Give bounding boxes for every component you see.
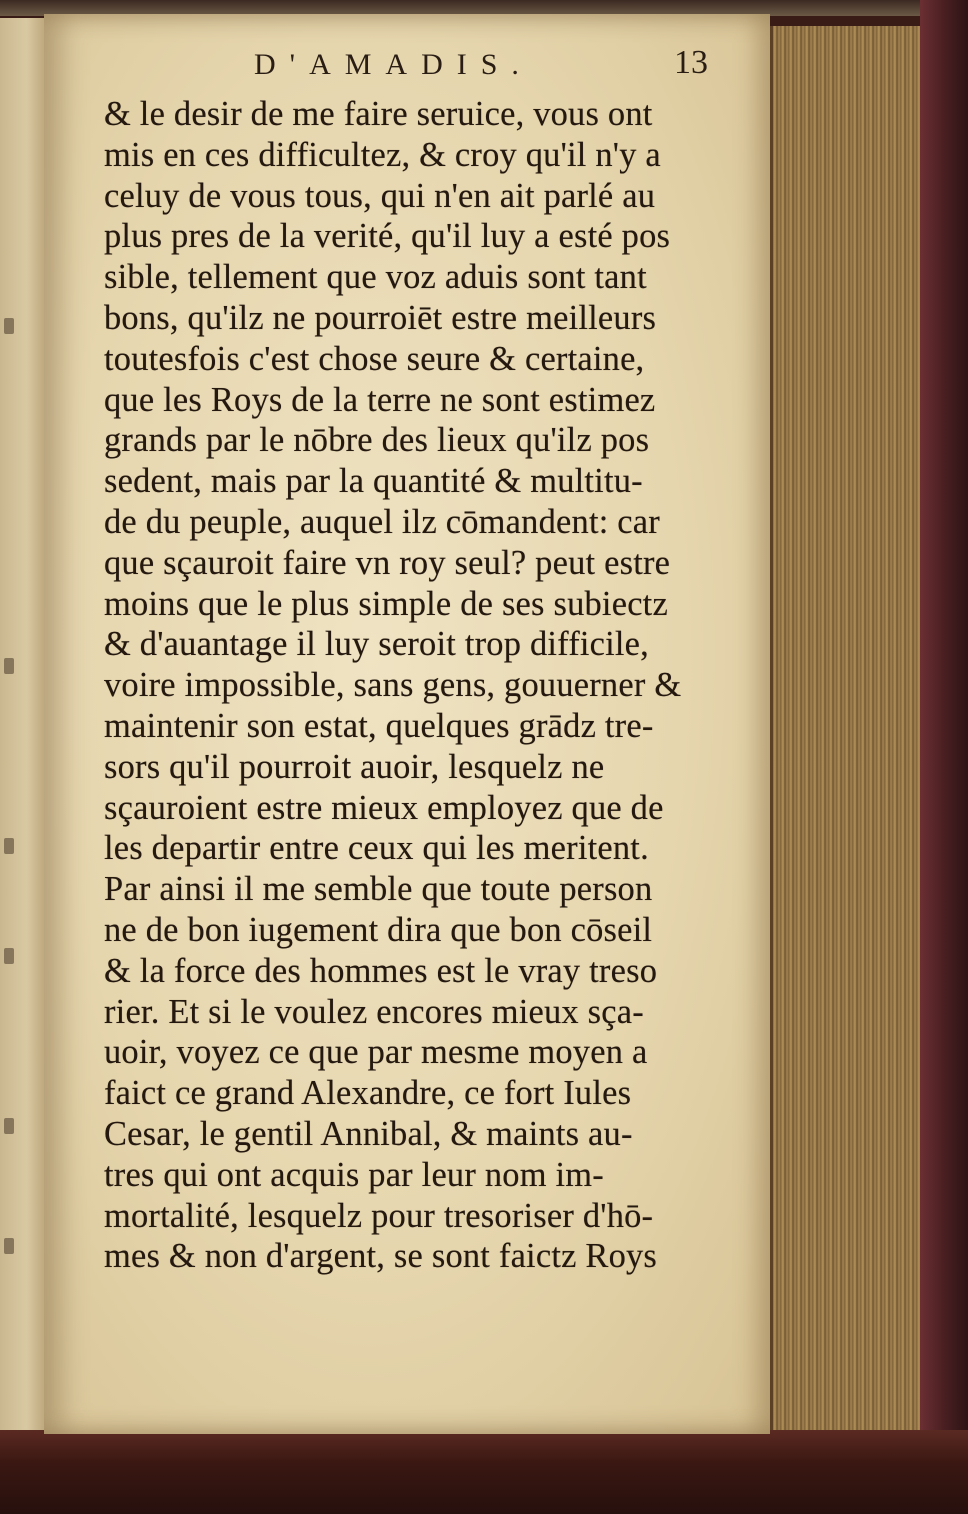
text-line: tres qui ont acquis par leur nom im- xyxy=(104,1155,604,1194)
page-number: 13 xyxy=(674,44,708,81)
text-line: Par ainsi il me semble que toute person xyxy=(104,870,653,909)
text-line: & la force des hommes est le vray treso xyxy=(104,951,658,990)
text-line: Cesar, le gentil Annibal, & maints au- xyxy=(104,1114,633,1153)
bleed-mark xyxy=(4,1118,14,1134)
text-line: mis en ces difficultez, & croy qu'il n'y a xyxy=(104,135,661,174)
text-line: bons, qu'ilz ne pourroiēt estre meilleurs xyxy=(104,298,657,337)
gilt-fore-edge xyxy=(770,26,923,1434)
bleed-mark xyxy=(4,318,14,334)
text-line: plus pres de la verité, qu'il luy a esté pos xyxy=(104,217,671,256)
text-line: mes & non d'argent, se sont faictz Roys xyxy=(104,1237,658,1276)
page-header xyxy=(254,44,754,90)
bleed-mark xyxy=(4,1238,14,1254)
text-line: sors qu'il pourroit auoir, lesquelz ne xyxy=(104,747,605,786)
bleed-mark xyxy=(4,948,14,964)
cover-edge xyxy=(920,0,968,1434)
text-line: & le desir de me faire seruice, vous ont xyxy=(104,95,653,133)
text-line: moins que le plus simple de ses subiectz xyxy=(104,584,668,623)
text-line: rier. Et si le voulez encores mieux sça- xyxy=(104,992,644,1031)
text-line: celuy de vous tous, qui n'en ait parlé au xyxy=(104,176,656,215)
text-line: uoir, voyez ce que par mesme moyen a xyxy=(104,1033,648,1072)
text-line: ne de bon iugement dira que bon cōseil xyxy=(104,910,653,949)
binding xyxy=(0,1430,968,1514)
text-line: que les Roys de la terre ne sont estimez xyxy=(104,380,656,419)
text-line: maintenir son estat, quelques grādz tre- xyxy=(104,706,654,745)
text-line: sçauroient estre mieux employez que de xyxy=(104,788,664,827)
text-line: que sçauroit faire vn roy seul? peut estre xyxy=(104,543,671,582)
bleed-mark xyxy=(4,658,14,674)
text-line: sible, tellement que voz aduis sont tant xyxy=(104,258,647,297)
running-title: D'AMADIS. xyxy=(254,48,533,81)
text-line: sedent, mais par la quantité & multitu- xyxy=(104,462,643,501)
text-line: de du peuple, auquel ilz cōmandent: car xyxy=(104,502,660,541)
text-line: grands par le nōbre des lieux qu'ilz pos xyxy=(104,421,650,460)
text-line: mortalité, lesquelz pour tresoriser d'hō- xyxy=(104,1196,654,1235)
bleed-mark xyxy=(4,838,14,854)
text-line: faict ce grand Alexandre, ce fort Iules xyxy=(104,1074,632,1113)
text-line: & d'auantage il luy seroit trop difficile, xyxy=(104,625,649,664)
text-line: voire impossible, sans gens, gouuerner & xyxy=(104,666,682,705)
facing-page-edge xyxy=(0,18,46,1436)
text-line: les departir entre ceux qui les meritent. xyxy=(104,829,649,868)
text-line: toutesfois c'est chose seure & certaine, xyxy=(104,339,645,378)
book-page xyxy=(44,14,770,1434)
text-block xyxy=(104,94,754,1277)
